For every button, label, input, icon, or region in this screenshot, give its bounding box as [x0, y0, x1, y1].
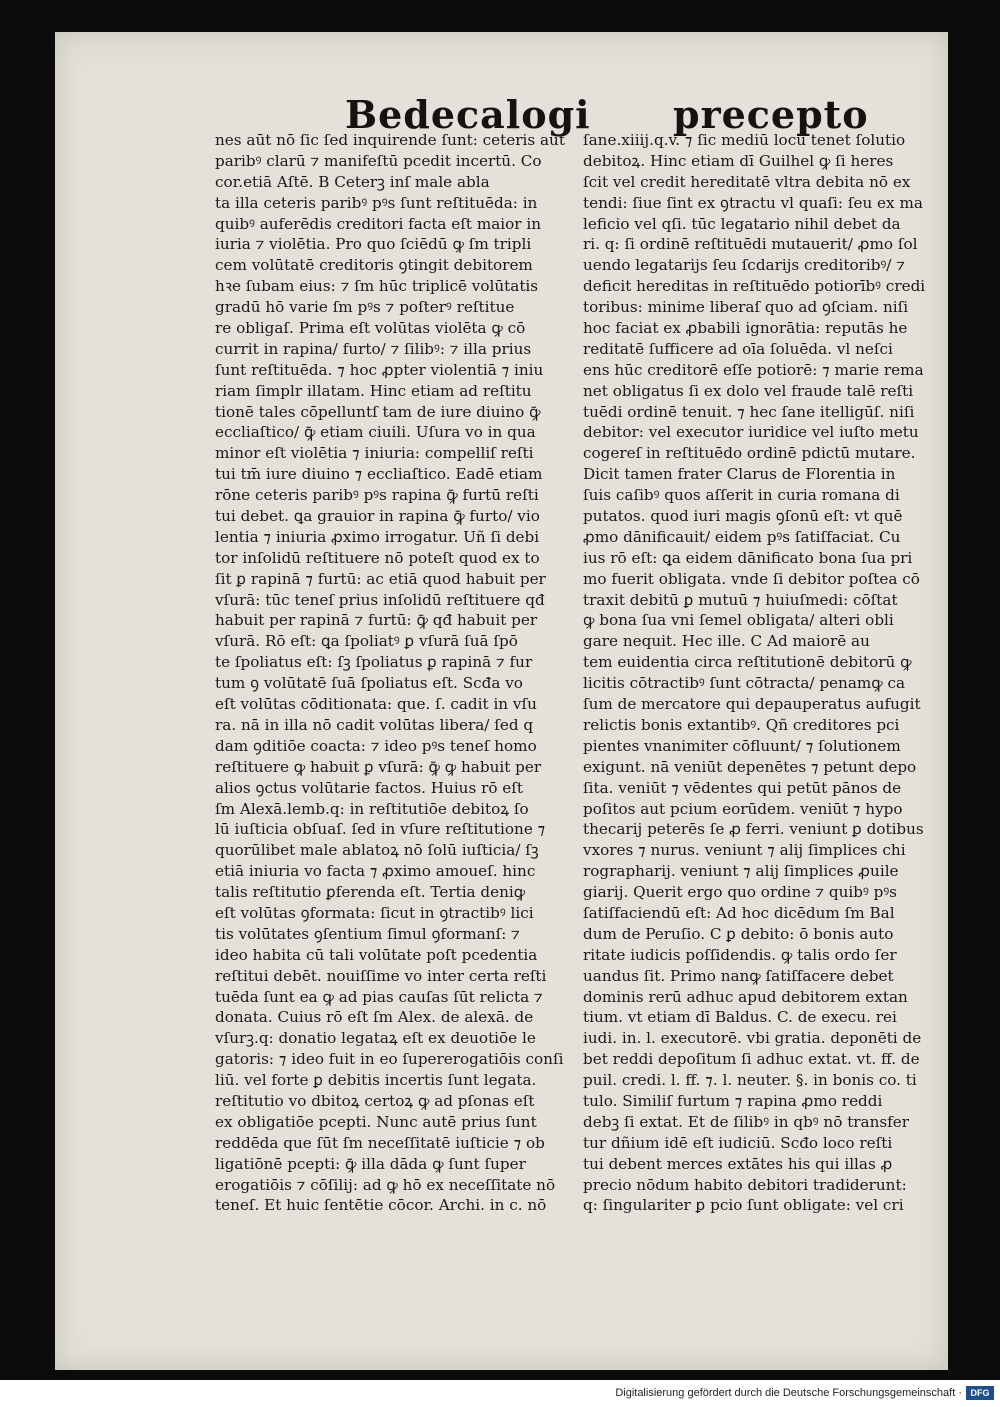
text-line: paribꝰ clarū ⁊ manifeſtū pcedit incertū. Co: [215, 151, 542, 170]
text-line: riam ſimplr illatam. Hinc etiam ad reſtitu: [215, 381, 532, 400]
text-line: vſurꝫ.q: donatio legataꝝ eſt ex deuotiōe le: [215, 1029, 536, 1048]
text-line: liū. vel forte ꝑ debitis incertis ſunt legata.: [215, 1071, 537, 1090]
text-line: ꝙ bona ſua vni ſemel obligata/ alteri obli: [583, 611, 894, 630]
text-line: cogereſ in reſtituēdo ordinē pdictū mutare.: [583, 444, 916, 463]
text-line: leficio vel qſi. tūc legatario nihil debet da: [583, 214, 901, 233]
text-line: thecarij peterēs ſe ꝓ ferri. veniunt ꝑ dotibus: [583, 820, 924, 839]
text-line: ſum de mercatore qui depauperatus aufugit: [583, 695, 921, 714]
text-line: teneſ. Et huic ſentētie cōcor. Archi. in c. nō: [215, 1196, 547, 1215]
text-line: ta illa ceteris paribꝰ pꝰs ſunt reſtituēda: in: [215, 193, 538, 212]
running-head-left: Bedecalogi: [345, 92, 591, 137]
text-line: ſuis caſibꝰ quos aſſerit in curia romana di: [583, 486, 900, 505]
text-line: ſm Alexā.lemb.q: in reſtitutiōe debitoꝝ ſo: [215, 799, 529, 818]
text-line: ra. nā in illa nō cadit volūtas libera/ ſed q: [215, 715, 534, 734]
text-line: rographarij. veniunt ⁊ alij ſimplices ꝓuile: [583, 862, 899, 881]
text-line: mo fuerit obligata. vnde ſi debitor poſtea cō: [583, 569, 920, 588]
text-line: lū iuſticia obſuaſ. ſed in vſure reſtitutione ⁊: [215, 820, 546, 839]
text-line: tem euidentia circa reſtitutionē debitorū ꝙ: [583, 653, 912, 672]
text-line: uendo legatarijs ſeu ſcdarijs creditoribꝰ/ ⁊: [583, 256, 905, 275]
text-line: reſtitutio vo dbitoꝝ certoꝝ ꝙ ad pſonas eſt: [215, 1091, 535, 1110]
text-line: tui debet. ꝗa grauior in rapina ꝙ̄ furto/ vio: [215, 507, 540, 526]
text-line: eſt volūtas cōditionata: que. ſ. cadit in vſu: [215, 695, 537, 714]
text-line: ideo habita cū tali volūtate poſt pcedentia: [215, 945, 538, 964]
text-line: donata. Cuius rō eſt ſm Alex. de alexā. de: [215, 1008, 534, 1027]
text-line: ritate iudicis poſſidendis. ꝙ talis ordo ſer: [583, 945, 897, 964]
text-line: toribus: minime liberaſ quo ad ꝯſciam. niſi: [583, 298, 909, 317]
text-line: ens hūc creditorē eſſe potiorē: ⁊ marie rema: [583, 360, 924, 379]
text-line: habuit per rapinā ⁊ furtū: ꝙ̄ qđ habuit per: [215, 611, 538, 630]
text-line: tui debent merces extātes his qui illas ꝓ: [583, 1154, 893, 1173]
text-line: eccliaſtico/ ꝙ̄ etiam ciuili. Uſura vo in qua: [215, 423, 536, 442]
running-head-right: precepto: [673, 92, 869, 137]
text-line: reditatē ſufficere ad oīa ſoluēda. vl neſci: [583, 339, 893, 358]
text-line: dum de Peruſio. C ꝑ debito: ō bonis auto: [583, 924, 894, 943]
text-line: quorūlibet male ablatoꝝ nō ſolū iuſticia/ ſꝫ: [215, 841, 539, 860]
text-line: rōne ceteris paribꝰ pꝰs rapina ꝙ̄ furtū reſti: [215, 486, 539, 505]
text-column-right: [583, 130, 954, 1216]
text-line: tium. vt etiam dī Baldus. C. de execu. rei: [583, 1008, 897, 1027]
text-line: tur dñium idē eſt iudiciū. Scđo loco reſti: [583, 1133, 893, 1152]
text-line: ſita. veniūt ⁊ vēdentes qui petūt pānos de: [583, 778, 902, 797]
text-line: ſcit vel credit hereditatē vltra debita nō ex: [583, 172, 911, 191]
text-line: debitoꝝ. Hinc etiam dī Guilhel ꝙ ſi heres: [583, 151, 894, 170]
text-line: ius rō eſt: ꝗa eidem dānificato bona ſua pri: [583, 548, 913, 567]
text-line: quibꝰ auferēdis creditori facta eſt maior in: [215, 214, 542, 233]
text-line: eſt volūtas ꝯformata: ſicut in ꝯtractibꝰ lici: [215, 903, 534, 922]
text-line: traxit debitū ꝑ mutuū ⁊ huiuſmedi: cōſtat: [583, 590, 898, 609]
text-line: gatoris: ⁊ ideo fuit in eo ſupererogatiōis conſi: [215, 1050, 564, 1069]
text-line: vxores ⁊ nurus. veniunt ⁊ alij ſimplices chi: [583, 841, 906, 860]
text-line: dam ꝯditiōe coacta: ⁊ ideo pꝰs teneſ homo: [215, 736, 537, 755]
text-line: poſitos aut pcium eorūdem. veniūt ⁊ hypo: [583, 799, 903, 818]
text-line: debitor: vel executor iuridice vel iuſto metu: [583, 423, 919, 442]
text-line: ſatiſfaciendū eſt: Ad hoc dicēdum ſm Bal: [583, 903, 895, 922]
text-line: tor inſolidū reſtituere nō poteſt quod ex to: [215, 548, 540, 567]
text-line: te ſpoliatus eſt: ſꝫ ſpoliatus ꝑ rapinā ⁊ fur: [215, 653, 533, 672]
text-line: tulo. Similiſ furtum ⁊ rapina ꝓmo reddi: [583, 1091, 883, 1110]
text-line: re obligaſ. Prima eſt volūtas violēta ꝙ cō: [215, 319, 526, 338]
text-line: vſurā. Rō eſt: ꝗa ſpoliatꝰ ꝑ vſurā ſuā ſpō: [215, 632, 518, 651]
text-line: deficit hereditas in reſtituēdo potiorībꝰ credi: [583, 277, 926, 296]
text-line: currit in rapina/ furto/ ⁊ ſilibꝰ: ⁊ illa prius: [215, 339, 532, 358]
text-line: erogatiōis ⁊ cōſilij: ad ꝙ hō ex neceſſitate nō: [215, 1175, 556, 1194]
text-line: relictis bonis extantibꝰ. Qñ creditores pci: [583, 715, 900, 734]
text-line: pientes vnanimiter cōfluunt/ ⁊ ſolutionem: [583, 736, 901, 755]
text-line: exigunt. nā veniūt depenētes ⁊ petunt depo: [583, 757, 917, 776]
text-line: gare nequit. Hec ille. C Ad maiorē au: [583, 632, 870, 651]
dfg-logo: DFG: [966, 1386, 994, 1400]
text-line: tis volūtates ꝯſentium ſimul ꝯformanſ: ⁊: [215, 924, 520, 943]
text-line: tendi: ſiue ſint ex ꝯtractu vl quaſi: ſeu ex ma: [583, 193, 923, 212]
text-line: ꝓmo dānificauit/ eidem pꝰs ſatiſfaciat. Cu: [583, 527, 901, 546]
text-line: q: ſingulariter ꝑ pcio ſunt obligate: vel cri: [583, 1196, 904, 1215]
text-line: Dicit tamen frater Clarus de Florentia in: [583, 465, 896, 484]
text-line: bet reddi depoſitum ſi adhuc extat. vt. ff. de: [583, 1050, 920, 1069]
text-line: gradū hō varie ſm pꝰs ⁊ poſterꝰ reſtitue: [215, 298, 515, 317]
text-line: iudi. in. l. executorē. vbi gratia. deponēti de: [583, 1029, 922, 1048]
text-line: putatos. quod iuri magis ꝯſonū eſt: vt quē: [583, 507, 903, 526]
text-column-left: [215, 130, 586, 1216]
text-line: precio nōdum habito debitori tradiderunt:: [583, 1175, 907, 1194]
text-line: iuria ⁊ violētia. Pro quo ſciēdū ꝙ ſm tripli: [215, 235, 532, 254]
text-line: ſane.xiiij.q.v. ⁊ ſic mediū locū tenet ſolutio: [583, 131, 906, 149]
text-line: hꝛe ſubam eius: ⁊ ſm hūc triplicē volūtatis: [215, 277, 539, 296]
text-line: reddēda que ſūt ſm neceſſitatē iuſticie ⁊ ob: [215, 1133, 545, 1152]
text-line: ex obligatiōe pcepti. Nunc autē prius ſunt: [215, 1112, 537, 1131]
text-line: alios ꝯctus volūtarie factos. Huius rō eſt: [215, 778, 524, 797]
text-line: ri. q: ſi ordinē reſtituēdi mutauerit/ ꝓmo ſol: [583, 235, 918, 254]
text-line: tui tm̄ iure diuino ⁊ eccliaſtico. Eadē etiam: [215, 465, 543, 484]
funding-credit: Digitalisierung gefördert durch die Deutsche Forschungsgemeinschaft ·: [615, 1387, 962, 1399]
text-line: puil. credi. l. ff. ⁊. l. neuter. §. in bonis co. ti: [583, 1071, 917, 1090]
text-line: debꝫ ſi extat. Et de ſilibꝰ in qbꝰ nō transfer: [583, 1112, 910, 1131]
text-line: ligatiōnē pcepti: ꝙ̄ illa dāda ꝙ ſunt ſuper: [215, 1154, 526, 1173]
text-line: net obligatus ſi ex dolo vel fraude talē reſti: [583, 381, 914, 400]
text-line: cem volūtatē creditoris ꝯtingit debitorem: [215, 256, 533, 275]
text-line: nes aūt nō ſic ſed inquirende ſunt: ceteris aūt: [215, 131, 565, 149]
text-line: etiā iniuria vo facta ⁊ ꝓximo amoueſ. hinc: [215, 862, 536, 881]
text-line: giarij. Querit ergo quo ordine ⁊ quibꝰ pꝰs: [583, 883, 897, 902]
text-line: tuēda ſunt ea ꝙ ad pias cauſas ſūt relicta ⁊: [215, 987, 543, 1006]
text-line: talis reſtitutio ꝑferenda eſt. Tertia deniꝙ: [215, 883, 526, 902]
text-line: reſtituere ꝙ habuit ꝑ vſurā: ꝙ̄ ꝙ habuit per: [215, 757, 542, 776]
text-line: cor.etiā Aſtē. B Ceterꝫ inſ male abla: [215, 172, 490, 191]
footer-bar: [0, 1380, 1000, 1407]
text-line: lentia ⁊ iniuria ꝓximo irrogatur. Uñ ſi debi: [215, 527, 540, 546]
text-line: reſtitui debēt. nouiſſime vo inter certa reſti: [215, 966, 547, 985]
text-line: dominis rerū adhuc apud debitorem extan: [583, 987, 908, 1006]
text-line: licitis cōtractibꝰ ſunt cōtracta/ penamꝙ ca: [583, 674, 906, 693]
text-line: minor eſt violētia ⁊ iniuria: compelliſ reſti: [215, 444, 534, 463]
text-line: hoc faciat ex ꝓbabili ignorātia: reputās he: [583, 319, 908, 338]
text-line: vſurā: tūc teneſ prius inſolidū reſtituere qđ: [215, 590, 545, 609]
text-line: uandus ſit. Primo nanꝙ ſatiſfacere debet: [583, 966, 894, 985]
text-line: ſunt reſtituēda. ⁊ hoc ꝓpter violentiā ⁊ iniu: [215, 360, 544, 379]
text-line: tum ꝯ volūtatē ſuā ſpoliatus eſt. Scđa vo: [215, 674, 523, 693]
text-line: tuēdi ordinē tenuit. ⁊ hec ſane itelligūſ. niſi: [583, 402, 915, 421]
text-line: ſit ꝑ rapinā ⁊ furtū: ac etiā quod habuit per: [215, 569, 546, 588]
text-line: tionē tales cōpelluntſ tam de iure diuino ꝙ̄: [215, 402, 541, 421]
